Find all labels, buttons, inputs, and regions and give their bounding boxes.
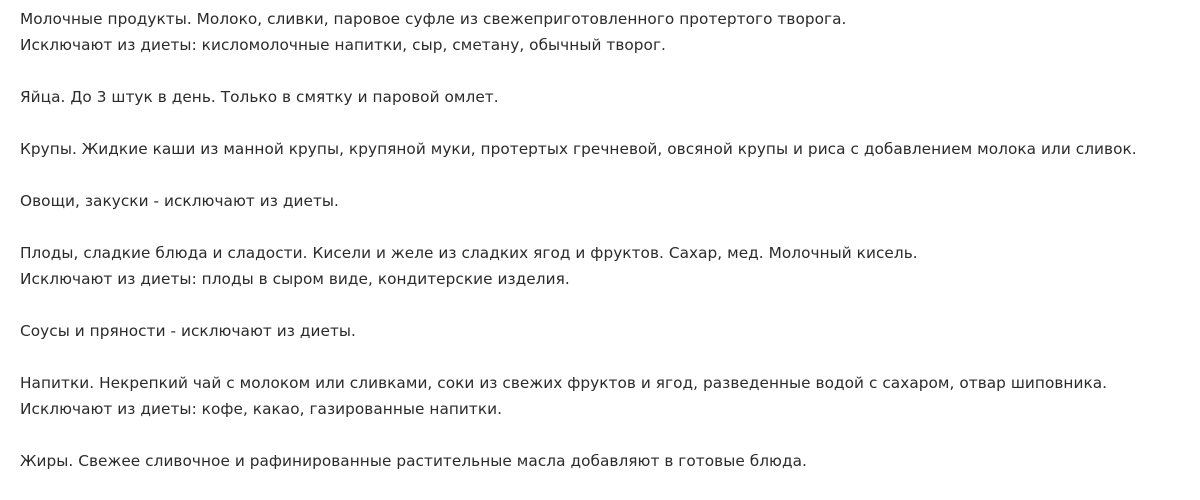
paragraph-sauces xyxy=(20,318,1190,344)
paragraph-line: Овощи, закуски - исключают из диеты. xyxy=(20,192,339,210)
paragraph-line: Крупы. Жидкие каши из манной крупы, крупяной муки, протертых гречневой, овсяной крупы и риса с добавлением молока или сливок. xyxy=(20,140,1137,158)
paragraph-line: Яйца. До 3 штук в день. Только в смятку и паровой омлет. xyxy=(20,88,499,106)
paragraph-line: Жиры. Свежее сливочное и рафинированные растительные масла добавляют в готовые блюда. xyxy=(20,452,807,470)
paragraph-line: Напитки. Некрепкий чай с молоком или сливками, соки из свежих фруктов и ягод, разведенные водой с сахаром, отвар шиповника. xyxy=(20,374,1108,392)
paragraph-line: Плоды, сладкие блюда и сладости. Кисели и желе из сладких ягод и фруктов. Сахар, мед. Молочный кисель. xyxy=(20,244,918,262)
paragraph-line: Соусы и пряности - исключают из диеты. xyxy=(20,322,356,340)
paragraph-line: Исключают из диеты: кофе, какао, газированные напитки. xyxy=(20,400,503,418)
paragraph-dairy xyxy=(20,6,1190,58)
paragraph-line: Молочные продукты. Молоко, сливки, паровое суфле из свежеприготовленного протертого творога. xyxy=(20,10,847,28)
paragraph-drinks xyxy=(20,370,1190,422)
paragraph-cereals xyxy=(20,136,1190,162)
paragraph-line: Исключают из диеты: плоды в сыром виде, кондитерские изделия. xyxy=(20,270,570,288)
paragraph-eggs xyxy=(20,84,1190,110)
paragraph-vegetables xyxy=(20,188,1190,214)
paragraph-fruits-sweets xyxy=(20,240,1190,292)
paragraph-fats xyxy=(20,448,1190,474)
article-content xyxy=(20,6,1190,500)
paragraph-line: Исключают из диеты: кисломолочные напитки, сыр, сметану, обычный творог. xyxy=(20,36,666,54)
